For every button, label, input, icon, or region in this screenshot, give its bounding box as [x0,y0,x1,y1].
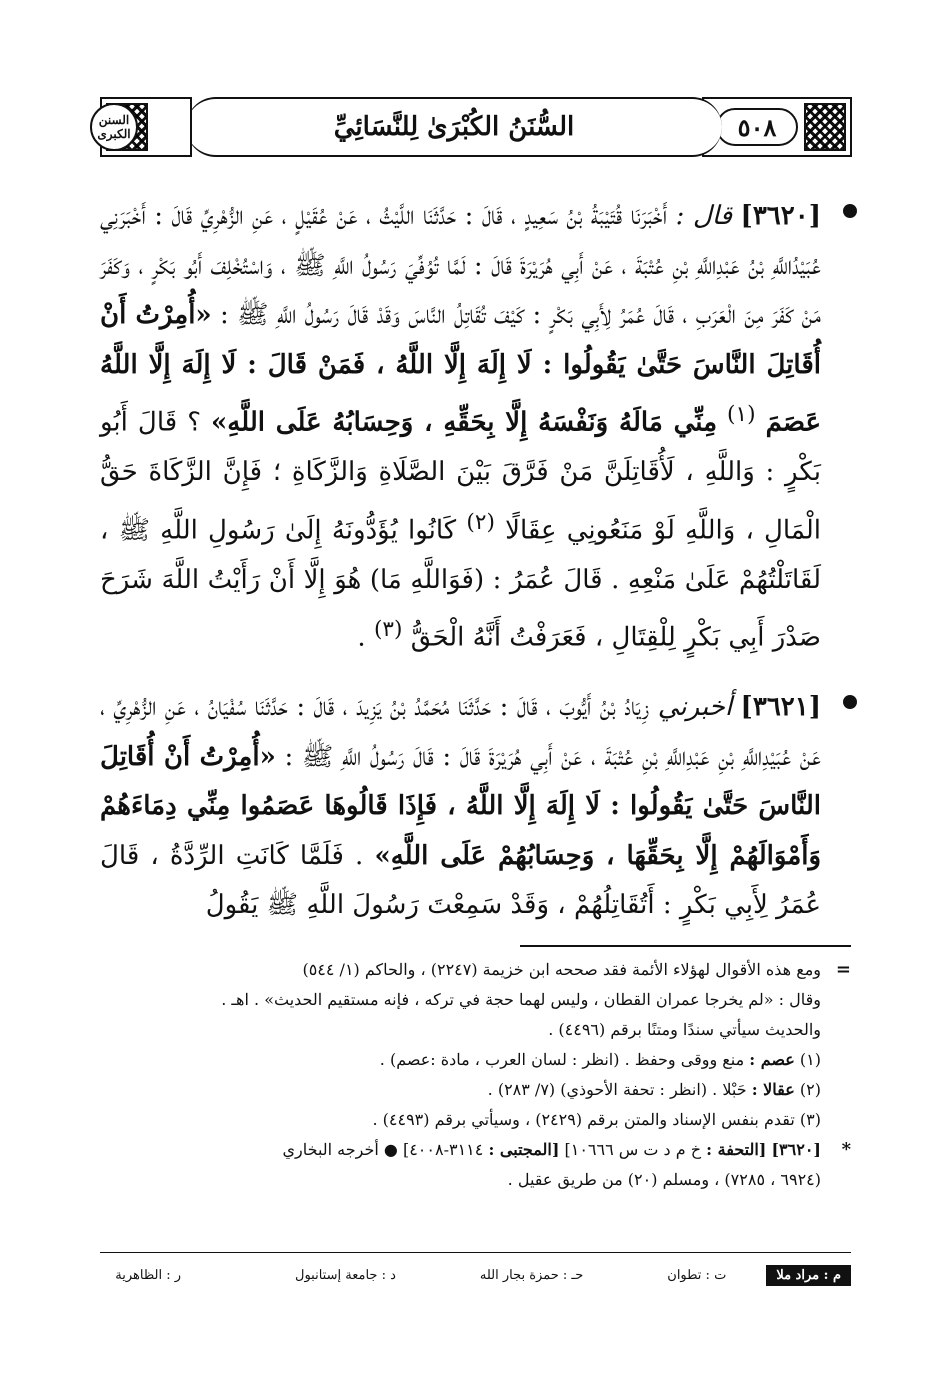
hadith-intro: قال : [675,201,733,231]
continuation-mark: = [835,959,851,980]
header-left-frame [97,97,192,157]
running-header [97,97,852,157]
footnote-continuation [100,955,851,1045]
takhrij-text: ● أخرجه البخاري [282,1140,398,1159]
manuscript-label: ر : الظاهرية [115,1267,182,1283]
footnote-line: وقال : «لم يخرجا عمران القطان ، وليس لهما حجة في تركه ، فإنه مستقيم الحديث» . اهـ . [221,990,821,1009]
footnote-number: (١) [799,1050,821,1069]
hadith-text: . فَلَمَّا كَانَتِ الرِّدَّةُ ، قَالَ عُمَرُ لِأَبِي بَكْرٍ : أَتُقَاتِلُهُمْ ، وَقَدْ سَمِعْتَ رَسُولَ اللَّهِ ﷺ يَقُولُ [100,840,821,921]
manuscript-label: ت : تطوان [667,1267,727,1283]
footnote-text: تقدم بنفس الإسناد والمتن برقم (٢٤٢٩) ، وسيأتي برقم (٤٤٩٣) . [372,1110,795,1129]
bullet-icon [843,204,857,218]
tuhfa-value: خ م د ت س ١٠٦٦٦] [564,1140,707,1159]
mujtaba-value: ٣١١٤-٤٠٠٨] [402,1140,489,1159]
tuhfa-label: [التحفة : [706,1140,767,1159]
mujtaba-label: [المجتبى : [488,1140,560,1159]
prophetic-saying: «أُمِرْتُ أَنْ أُقَاتِلَ النَّاسَ حَتَّىٰ يَقُولُوا : لَا إِلَهَ إِلَّا اللَّهُ ، فَمَنْ قَالَ : لَا إِلَهَ إِلَّا اللَّهُ عَصَمَ [100,300,821,438]
footnote-number: (٣) [799,1110,821,1129]
header-ornament-right [804,103,846,151]
footnote-2 [100,1075,851,1105]
footnote-text: منع ووقى وحفظ . (انظر : لسان العرب ، مادة :عصم) . [379,1050,745,1069]
hadith-number: [٣٦٢٠] [740,201,821,231]
footnote-term: عصم : [749,1050,795,1069]
manuscripts-legend [100,1262,851,1288]
header-right-frame [702,97,852,157]
book-title: السُّنَنُ الكُبْرَىٰ لِلنَّسَائِيِّ [333,112,575,142]
hadith-3621 [100,683,851,931]
footnote-term: عقالا : [751,1080,795,1099]
manuscript-label: حـ : حمزة بجار الله [479,1267,584,1283]
takhrij-line: (٦٩٢٤ ، ٧٢٨٥) ، ومسلم (٢٠) من طريق عقيل . [507,1170,821,1189]
manuscripts-divider [100,1252,851,1253]
hadith-text: ؟ قَالَ أَبُو بَكْرٍ : وَاللَّهِ ، لَأُقَاتِلَنَّ مَنْ فَرَّقَ بَيْنَ الصَّلَاةِ وَالزَّكَاةِ ؛ فَإِنَّ الزَّكَاةَ حَقُّ الْمَالِ ، وَاللَّهِ لَوْ مَنَعُونِي عِقَالًا [100,407,822,546]
main-text [100,192,851,931]
footnote-ref[interactable]: (٣) [373,617,403,643]
bullet-icon [843,695,857,709]
footnote-number: (٢) [799,1080,821,1099]
page-number: ٥٠٨ [716,108,798,146]
header-title-frame [186,97,722,157]
manuscript-label: د : جامعة إستانبول [295,1267,396,1283]
prophetic-saying: «أُمِرْتُ أَنْ أُقَاتِلَ النَّاسَ حَتَّىٰ يَقُولُوا : لَا إِلَهَ إِلَّا اللَّهُ ، فَإِذَا قَالُوهَا عَصَمُوا مِنِّي دِمَاءَهُمْ وَأَمْوَالَهُمْ إِلَّا بِحَقِّهَا ، وَحِسَابُهُمْ عَلَى اللَّهِ» [100,741,822,871]
takhrij-line [100,1135,821,1165]
hadith-number: [٣٦٢١] [740,692,822,723]
footnote-ref[interactable]: (١) [727,402,756,427]
footnote-line: والحديث سيأتي سندًا ومتنًا برقم (٤٤٩٦) . [548,1020,821,1039]
footnote-3 [100,1105,851,1135]
footnote-text: حَبْلا . (انظر : تحفة الأحوذي) (٧/ ٢٨٣) . [487,1080,747,1099]
hadith-intro: أخبرني [657,692,733,723]
hadith-text: . [357,622,366,653]
footnotes [100,955,851,1195]
footnote-ref[interactable]: (٢) [466,509,495,535]
takhrij-note [100,1135,851,1195]
footnote-1 [100,1045,851,1075]
takhrij-number: [٣٦٢٠] [771,1140,821,1159]
book-seal-logo: السنن الكبرى [90,103,138,151]
hadith-3620 [100,192,851,663]
manuscript-badge: م : مراد ملا [766,1265,851,1286]
hadith-text: أَخْبَرَنَا قُتَيْبَةُ بْنُ سَعِيدٍ ، قَالَ : حَدَّثَنَا اللَّيْثُ ، عَنْ عُقَيْلٍ ، عَنِ الزُّهْرِيِّ قَالَ : أَخْبَرَنِي عُبَيْدُاللَّهِ بْنُ عَبْدِاللَّهِ بْنِ عُتْبَةَ ، عَنْ أَبِي هُرَيْرَةَ قَالَ : لَمَّا تُوُفِّيَ رَسُولُ اللَّهِ ﷺ ، وَاسْتُخْلِفَ أَبُو بَكْرٍ ، وَكَفَرَ مَنْ كَفَرَ مِنَ الْعَرَبِ ، قَالَ عُمَرُ لِأَبِي بَكْرٍ : كَيْفَ تُقَاتِلُ النَّاسَ وَقَدْ قَالَ رَسُولُ اللَّهِ ﷺ : [100,201,821,330]
asterisk-icon: * [841,1139,851,1160]
prophetic-saying: مِنِّي مَالَهُ وَنَفْسَهُ إِلَّا بِحَقِّهِ ، وَحِسَابُهُ عَلَى اللَّهِ» [211,407,718,438]
hadith-text: زِيَادُ بْنُ أَيُّوبَ ، قَالَ : حَدَّثَنَا مُحَمَّدُ بْنُ يَزِيدَ ، قَالَ : حَدَّثَنَا سُفْيَانُ ، عَنِ الزُّهْرِيِّ ، عَنْ عُبَيْدِاللَّهِ بْنِ عَبْدِاللَّهِ بْنِ عُتْبَةَ ، عَنْ أَبِي هُرَيْرَةَ قَالَ : قَالَ رَسُولُ اللَّهِ ﷺ : [100,692,821,772]
hadith-text: كَانُوا يُؤَدُّونَهُ إِلَىٰ رَسُولِ اللَّهِ ﷺ ، لَقَاتَلْتُهُمْ عَلَىٰ مَنْعِهِ . قَالَ عُمَرُ : (فَوَاللَّهِ مَا) هُوَ إِلَّا أَنْ رَأَيْتُ اللَّهَ شَرَحَ صَدْرَ أَبِي بَكْرٍ لِلْقِتَالِ ، فَعَرَفْتُ أَنَّهُ الْحَقُّ [100,515,822,653]
footnote-divider [520,945,851,947]
footnote-line: ومع هذه الأقوال لهؤلاء الأئمة فقد صححه ابن خزيمة (٢٢٤٧) ، والحاكم (١/ ٥٤٤) [302,960,821,979]
